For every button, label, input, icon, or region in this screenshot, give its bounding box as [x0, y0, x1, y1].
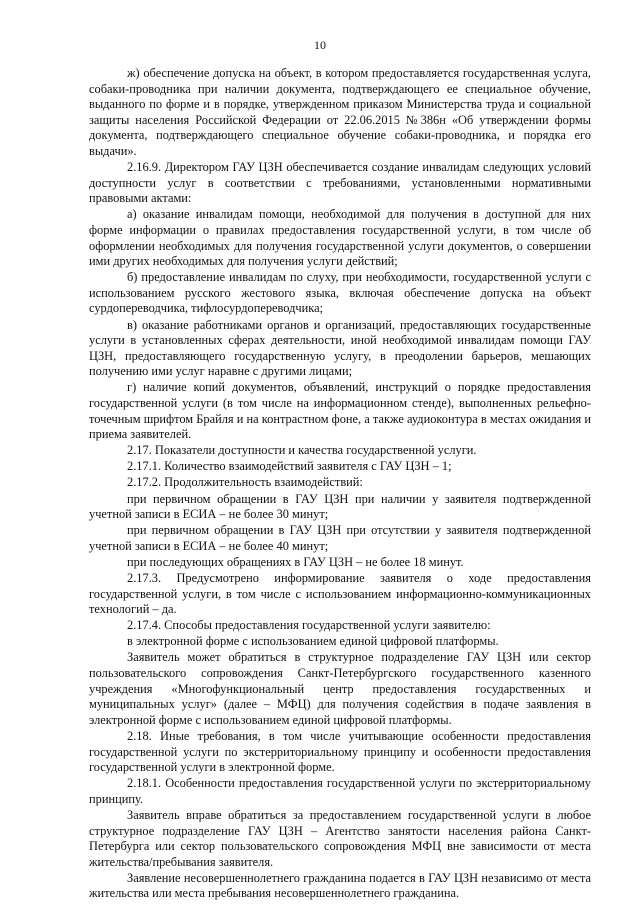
document-body [89, 66, 591, 902]
paragraph-2-17-2: 2.17.2. Продолжительность взаимодействий: [127, 475, 363, 490]
paragraph-mfc-support: Заявитель может обратиться в структурное подразделение ГАУ ЦЗН или сектор пользовательского сопровождения Санкт-Петербургского государственного казенного учреждения «Многофункциональный центр предоставления государственных и муниципальных услуг» (далее – МФЦ) для получения содействия в подаче заявления в электронной форме с использованием единой цифровой платформы. [89, 650, 591, 727]
paragraph-2-17-1: 2.17.1. Количество взаимодействий заявителя с ГАУ ЦЗН – 1; [127, 459, 452, 474]
paragraph-item-a: а) оказание инвалидам помощи, необходимой для получения в доступной для них форме информации о правилах предоставления государственной услуги, в том числе об оформлении необходимых для получения государственной услуги документов, о совершении ими других необходимых для получения услуги действий; [89, 207, 591, 269]
paragraph-minor-application: Заявление несовершеннолетнего гражданина подается в ГАУ ЦЗН независимо от места жительства или места пребывания несовершеннолетнего гражданина. [89, 870, 591, 901]
paragraph-item-b: б) предоставление инвалидам по слуху, при необходимости, государственной услуги с использованием русского жестового языка, включая обеспечение допуска на объект сурдопереводчика, тифлосурдопереводчика; [89, 270, 591, 316]
paragraph-subsequent-visits: при последующих обращениях в ГАУ ЦЗН – не более 18 минут. [127, 554, 464, 569]
paragraph-2-16-9: 2.16.9. Директором ГАУ ЦЗН обеспечивается создание инвалидам следующих условий доступности услуг в соответствии с требованиями, установленными нормативными правовыми актами: [89, 160, 591, 206]
paragraph-2-18: 2.18. Иные требования, в том числе учитывающие особенности предоставления государственной услуги по экстерриториальному принципу и особенности предоставления государственной услуги в электронной форме. [89, 728, 591, 775]
page-number: 10 [314, 38, 326, 52]
paragraph-2-17-3: 2.17.3. Предусмотрено информирование заявителя о ходе предоставления государственной услуги, в том числе с использованием информационно-коммуникационных технологий – да. [89, 571, 591, 617]
paragraph-2-18-1: 2.18.1. Особенности предоставления государственной услуги по экстерриториальному принципу. [89, 776, 591, 806]
paragraph-any-unit: Заявитель вправе обратиться за предоставлением государственной услуги в любое структурное подразделение ГАУ ЦЗН – Агентство занятости населения района Санкт-Петербурга или сектор пользовательского сопровождения МФЦ вне зависимости от места жительства/пребывания заявителя. [89, 807, 591, 869]
paragraph-first-visit-with-esia: при первичном обращении в ГАУ ЦЗН при наличии у заявителя подтвержденной учетной записи в ЕСИА – не более 30 минут; [89, 491, 591, 522]
paragraph-2-17: 2.17. Показатели доступности и качества государственной услуги. [127, 443, 477, 458]
paragraph-2-17-4: 2.17.4. Способы предоставления государственной услуги заявителю: [127, 618, 491, 633]
paragraph-item-g: г) наличие копий документов, объявлений, инструкций о порядке предоставления государственной услуги (в том числе на информационном стенде), выполненных рельефно-точечным шрифтом Брайля и на контрастном фоне, а также аудиоконтура в местах ожидания и приема заявителей. [89, 380, 591, 442]
paragraph-item-v: в) оказание работниками органов и организаций, предоставляющих государственные услуги в установленных сферах деятельности, иной необходимой инвалидам помощи ГАУ ЦЗН, предоставляющего государственную услугу, в преодолении барьеров, мешающих получению ими услуг наравне с другими лицами; [89, 317, 591, 379]
paragraph-item-zh: ж) обеспечение допуска на объект, в котором предоставляется государственная услуга, собаки-проводника при наличии документа, подтверждающего ее специальное обучение, выданного по форме и в порядке, утвержденном приказом Министерства труда и социальной защиты населения Российской Федерации от 22.06.2015 №386н «Об утверждении формы документа, подтверждающего специальное обучение собаки-проводника, и порядка его выдачи». [89, 66, 591, 158]
paragraph-first-visit-without-esia: при первичном обращении в ГАУ ЦЗН при отсутствии у заявителя подтвержденной учетной записи в ЕСИА – не более 40 минут; [89, 523, 591, 553]
paragraph-electronic-form: в электронной форме с использованием единой цифровой платформы. [127, 634, 499, 649]
